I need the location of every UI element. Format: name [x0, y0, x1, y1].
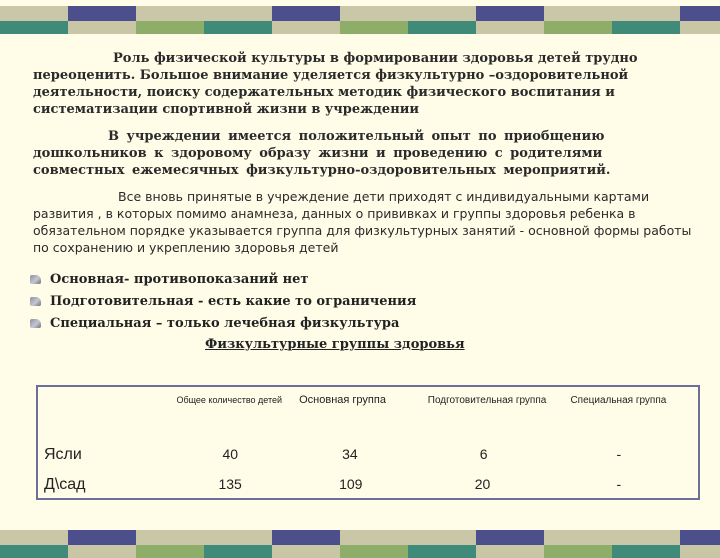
tile-lower	[544, 21, 612, 34]
bullet-icon	[30, 297, 41, 306]
tile-upper	[544, 530, 612, 545]
table-row	[37, 442, 699, 472]
tile-lower	[680, 545, 720, 558]
tile-lower	[476, 21, 544, 34]
tile-upper	[476, 530, 544, 545]
tile-lower	[340, 545, 408, 558]
tile-lower	[408, 21, 476, 34]
tile-lower	[612, 545, 680, 558]
decorative-tile	[0, 6, 68, 34]
tile-upper	[136, 530, 204, 545]
decorative-tile	[340, 530, 408, 558]
list-item-text: Основная- противопоказаний нет	[50, 271, 309, 287]
tile-upper	[612, 6, 680, 21]
table-header-cell	[37, 386, 162, 442]
tile-lower	[136, 21, 204, 34]
table-row	[37, 472, 699, 499]
tile-lower	[204, 21, 272, 34]
list-item	[30, 268, 690, 290]
list-item	[30, 312, 690, 334]
row-label: Ясли	[44, 446, 82, 463]
table-header-cell: Общее количество детей	[176, 395, 283, 405]
tile-upper	[0, 6, 68, 21]
decorative-tile	[0, 530, 68, 558]
tile-upper	[68, 530, 136, 545]
table-cell: 109	[339, 476, 363, 492]
tile-lower	[340, 21, 408, 34]
decorative-tile	[476, 530, 544, 558]
paragraph-development-cards: Все вновь принятые в учреждение дети приходят с индивидуальными картами развития , в которых помимо анамнеза, данных о прививках и группы здоровья ребенка в обязательном порядке указывается группа для физкультурных занятий - основной формы работы по сохранению и укреплению здоровья детей	[33, 189, 692, 255]
decorative-tile	[136, 530, 204, 558]
table-cell: 40	[222, 446, 239, 462]
decorative-tile	[408, 6, 476, 34]
table-title: Физкультурные группы здоровья	[205, 337, 465, 352]
table-header-cell: Основная группа	[299, 394, 386, 406]
decorative-tile	[136, 6, 204, 34]
bullet-icon	[30, 275, 41, 284]
tile-lower	[272, 21, 340, 34]
decorative-tile	[612, 6, 680, 34]
decorative-tile	[544, 530, 612, 558]
decorative-tile	[68, 6, 136, 34]
top-decorative-band	[0, 6, 720, 34]
table-header-row	[37, 386, 699, 442]
tile-lower	[476, 545, 544, 558]
tile-lower	[612, 21, 680, 34]
tile-upper	[272, 6, 340, 21]
decorative-tile	[272, 6, 340, 34]
tile-upper	[476, 6, 544, 21]
paragraph-positive-experience: В учреждении имеется положительный опыт по приобщению дошкольников к здоровому образу жизни и проведению с родителями совместных ежемесячных физкультурно-оздоровительных мероприятий.	[33, 129, 611, 178]
tile-lower	[408, 545, 476, 558]
decorative-tile	[544, 6, 612, 34]
list-item-text: Специальная – только лечебная физкультура	[50, 315, 400, 331]
bullet-icon	[30, 319, 41, 328]
tile-lower	[68, 545, 136, 558]
tile-upper	[136, 6, 204, 21]
table-cell: -	[616, 476, 622, 492]
tile-upper	[680, 6, 720, 21]
bottom-decorative-band	[0, 530, 720, 558]
table-cell: 20	[474, 476, 491, 492]
table-cell: -	[616, 446, 622, 462]
decorative-tile	[476, 6, 544, 34]
tile-upper	[408, 530, 476, 545]
health-groups-list	[30, 268, 690, 334]
table-header-cell: Подготовительная группа	[427, 395, 547, 406]
table-cell: 135	[218, 476, 242, 492]
list-item	[30, 290, 690, 312]
health-groups-table	[36, 385, 700, 500]
tile-lower	[136, 545, 204, 558]
tile-lower	[0, 21, 68, 34]
tile-upper	[0, 530, 68, 545]
tile-upper	[408, 6, 476, 21]
tile-lower	[68, 21, 136, 34]
table-cell: 6	[479, 446, 488, 462]
decorative-tile	[204, 530, 272, 558]
decorative-tile	[612, 530, 680, 558]
table-cell: 34	[342, 446, 358, 462]
decorative-tile	[680, 6, 720, 34]
tile-upper	[204, 530, 272, 545]
tile-lower	[680, 21, 720, 34]
decorative-tile	[272, 530, 340, 558]
tile-upper	[680, 530, 720, 545]
tile-upper	[612, 530, 680, 545]
row-label: Д\сад	[44, 476, 86, 493]
tile-lower	[0, 545, 68, 558]
list-item-text: Подготовительная - есть какие то ограничения	[50, 293, 417, 309]
decorative-tile	[680, 530, 720, 558]
tile-upper	[272, 530, 340, 545]
decorative-tile	[340, 6, 408, 34]
paragraph-role-of-pe: Роль физической культуры в формировании здоровья детей трудно переоценить. Большое внимание уделяется физкультурно –оздоровительной деятельности, поиску содержательных методик физического воспитания и систематизации спортивной жизни в учреждении	[33, 51, 638, 117]
table-header-cell: Специальная группа	[570, 395, 667, 406]
decorative-tile	[408, 530, 476, 558]
tile-lower	[204, 545, 272, 558]
tile-lower	[272, 545, 340, 558]
decorative-tile	[204, 6, 272, 34]
tile-upper	[204, 6, 272, 21]
tile-upper	[544, 6, 612, 21]
decorative-tile	[68, 530, 136, 558]
tile-upper	[340, 530, 408, 545]
tile-lower	[544, 545, 612, 558]
tile-upper	[68, 6, 136, 21]
tile-upper	[340, 6, 408, 21]
